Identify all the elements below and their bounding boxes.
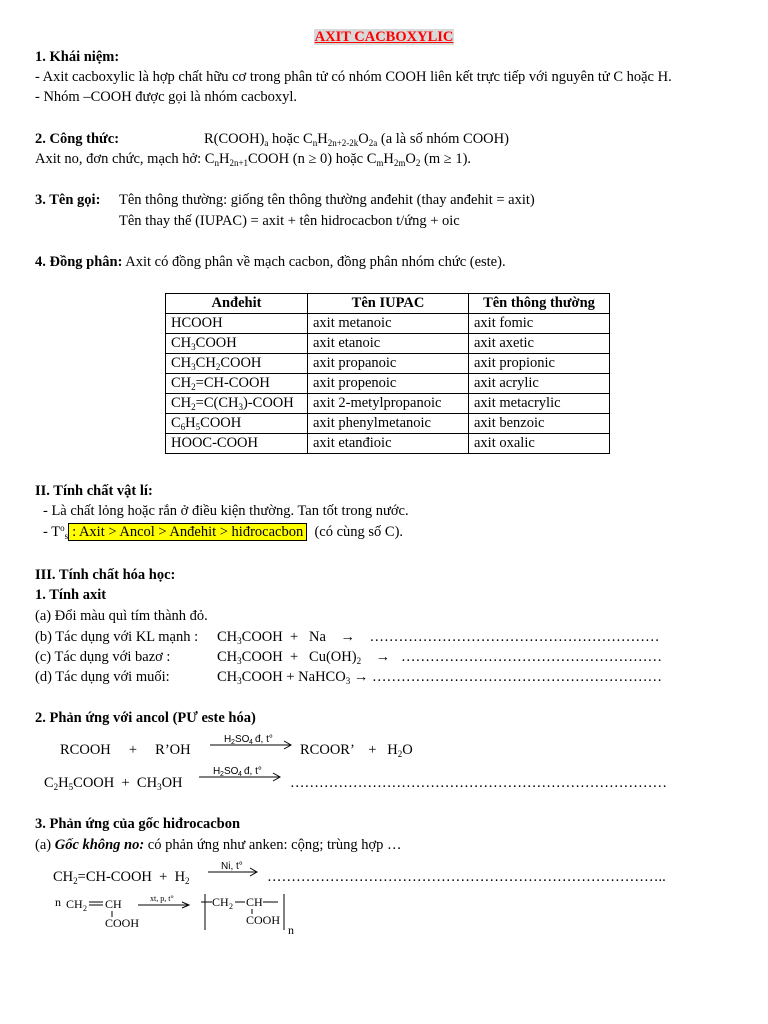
svg-text:2: 2 bbox=[229, 902, 233, 911]
table-row bbox=[166, 334, 610, 354]
reaction-arrow-icon bbox=[206, 859, 262, 883]
acidity-c-equation: $CH_3COOH + Cu(OH)_2$ → ……………………………………………… bbox=[217, 649, 662, 666]
svg-text:2: 2 bbox=[220, 771, 224, 778]
table-row bbox=[166, 414, 610, 434]
svg-text:2: 2 bbox=[231, 739, 235, 746]
cell-formula: $CH_3COOH$ bbox=[166, 334, 308, 354]
col-header-aldehyde: Anđehit bbox=[166, 294, 308, 314]
acidity-heading: 1. Tính axit bbox=[35, 587, 107, 603]
naming-table bbox=[165, 293, 610, 454]
esterification-example-dots: …………………………………………………………………… bbox=[290, 775, 667, 791]
acidity-a: (a) Đổi màu quì tím thành đỏ. bbox=[35, 608, 208, 624]
section-1-heading: 1. Khái niệm: bbox=[35, 49, 120, 65]
radical-a-line: (a) Gốc không no: có phản ứng như anken: cộng; trùng hợp … bbox=[35, 837, 402, 853]
svg-text:H: H bbox=[224, 734, 232, 745]
esterification-general-right: RCOOR’ + $H_2O$ bbox=[300, 742, 413, 759]
svg-text:COOH: COOH bbox=[105, 916, 140, 930]
radical-heading: 3. Phản ứng của gốc hiđrocacbon bbox=[35, 816, 241, 832]
svg-text:n: n bbox=[288, 923, 294, 937]
polymerization-condition: xt, p, t° bbox=[150, 894, 174, 903]
cell-common: axit oxalic bbox=[469, 434, 610, 454]
svg-text:CH: CH bbox=[66, 897, 83, 911]
cell-formula: $CH_2=C(CH_3)$-COOH bbox=[166, 394, 308, 414]
cell-formula: HCOOH bbox=[166, 314, 308, 334]
boiling-order-highlight: : Axit > Ancol > Anđehit > hiđrocacbon bbox=[68, 523, 307, 541]
acidity-d-label: (d) Tác dụng với muối: bbox=[35, 669, 170, 685]
svg-text:4: 4 bbox=[249, 739, 253, 746]
section-3-heading: 3. Tên gọi: bbox=[35, 192, 101, 208]
cell-common: axit propionic bbox=[469, 354, 610, 374]
col-header-iupac: Tên IUPAC bbox=[308, 294, 469, 314]
acidity-b-equation: $CH_3COOH + Na$ → …………………………………………………… bbox=[217, 629, 660, 646]
svg-text:4: 4 bbox=[238, 771, 242, 778]
svg-text:2: 2 bbox=[83, 904, 87, 913]
svg-text:n: n bbox=[55, 895, 61, 909]
naming-common: Tên thông thường: giống tên thông thường anđehit (thay anđehit = axit) bbox=[119, 192, 535, 208]
section-2-heading: 2. Công thức: bbox=[35, 131, 120, 147]
hydrogenation-left: $CH_2=CH$-COOH + $H_2$ bbox=[53, 869, 190, 886]
svg-text:CH: CH bbox=[246, 895, 263, 909]
table-row bbox=[166, 314, 610, 334]
cell-common: axit benzoic bbox=[469, 414, 610, 434]
physical-line-1: - Là chất lỏng hoặc rắn ở điều kiện thường. Tan tốt trong nước. bbox=[43, 503, 409, 519]
svg-text:SO: SO bbox=[235, 734, 250, 745]
svg-text:Ni, t°: Ni, t° bbox=[221, 861, 243, 872]
polymerization-scheme bbox=[52, 888, 312, 938]
cell-formula: HOOC-COOH bbox=[166, 434, 308, 454]
cell-formula: $CH_2=CH$-COOH bbox=[166, 374, 308, 394]
table-row bbox=[166, 374, 610, 394]
acidity-c-label: (c) Tác dụng với bazơ : bbox=[35, 649, 171, 665]
svg-text:SO: SO bbox=[224, 766, 239, 777]
naming-iupac: Tên thay thế (IUPAC) = axit + tên hidrocacbon t/ứng + oic bbox=[119, 213, 460, 229]
hydrogenation-dots: ……………………………………………………………………….. bbox=[267, 869, 666, 885]
svg-text:COOH: COOH bbox=[246, 913, 281, 927]
section-1-line-2: - Nhóm –COOH được gọi là nhóm cacboxyl. bbox=[35, 89, 297, 105]
cell-iupac: axit propenoic bbox=[308, 374, 469, 394]
boiling-point-line: - $T^o_s$ : Axit > Ancol > Anđehit > hiđrocacbon (có cùng số C). bbox=[43, 523, 404, 541]
esterification-example-left: $C_2H_5COOH + CH_3OH$ bbox=[44, 775, 183, 792]
table-row bbox=[166, 434, 610, 454]
chemical-heading: III. Tính chất hóa học: bbox=[35, 567, 176, 583]
physical-heading: II. Tính chất vật lí: bbox=[35, 483, 153, 499]
svg-text:CH: CH bbox=[212, 895, 229, 909]
page-title: AXIT CACBOXYLIC bbox=[314, 29, 454, 45]
section-1-line-1: - Axit cacboxylic là hợp chất hữu cơ trong phân tử có nhóm COOH liên kết trực tiếp với nguyên tử C hoặc H. bbox=[35, 69, 672, 85]
table-row bbox=[166, 354, 610, 374]
reaction-arrow-icon bbox=[197, 764, 285, 788]
svg-text:CH: CH bbox=[105, 897, 122, 911]
cell-iupac: axit 2-metylpropanoic bbox=[308, 394, 469, 414]
saturated-acid-formula: Axit no, đơn chức, mạch hở: $C_nH_{2n+1}COOH$ (n ≥ 0) hoặc $C_mH_{2m}O_2$ (m ≥ 1). bbox=[35, 151, 472, 168]
esterification-general-left: RCOOH + R’OH bbox=[60, 742, 191, 758]
cell-iupac: axit phenylmetanoic bbox=[308, 414, 469, 434]
general-formula: $R(COOH)_a$ hoặc $C_nH_{2n+2-2k}O_{2a}$ (a là số nhóm COOH) bbox=[204, 131, 509, 148]
table-header-row bbox=[166, 294, 610, 314]
esterification-heading: 2. Phản ứng với ancol (PƯ este hóa) bbox=[35, 710, 256, 726]
cell-iupac: axit metanoic bbox=[308, 314, 469, 334]
cell-iupac: axit etanoic bbox=[308, 334, 469, 354]
section-4-line: 4. Đồng phân: Axit có đồng phân về mạch cacbon, đồng phân nhóm chức (este). bbox=[35, 254, 506, 270]
cell-common: axit metacrylic bbox=[469, 394, 610, 414]
cell-common: axit acrylic bbox=[469, 374, 610, 394]
col-header-common: Tên thông thường bbox=[469, 294, 610, 314]
cell-iupac: axit propanoic bbox=[308, 354, 469, 374]
cell-common: axit axetic bbox=[469, 334, 610, 354]
svg-text:H: H bbox=[213, 766, 221, 777]
cell-formula: $CH_3CH_2COOH$ bbox=[166, 354, 308, 374]
svg-text:đ, t°: đ, t° bbox=[244, 766, 262, 777]
reaction-arrow-icon bbox=[208, 732, 296, 756]
table-row bbox=[166, 394, 610, 414]
cell-common: axit fomic bbox=[469, 314, 610, 334]
cell-formula: $C_6H_5COOH$ bbox=[166, 414, 308, 434]
acidity-d-equation: $CH_3COOH$ + NaHCO$_3$ → …………………………………………………… bbox=[217, 669, 662, 686]
svg-text:đ, t°: đ, t° bbox=[255, 734, 273, 745]
acidity-b-label: (b) Tác dụng với KL mạnh : bbox=[35, 629, 199, 645]
cell-iupac: axit etanđioic bbox=[308, 434, 469, 454]
